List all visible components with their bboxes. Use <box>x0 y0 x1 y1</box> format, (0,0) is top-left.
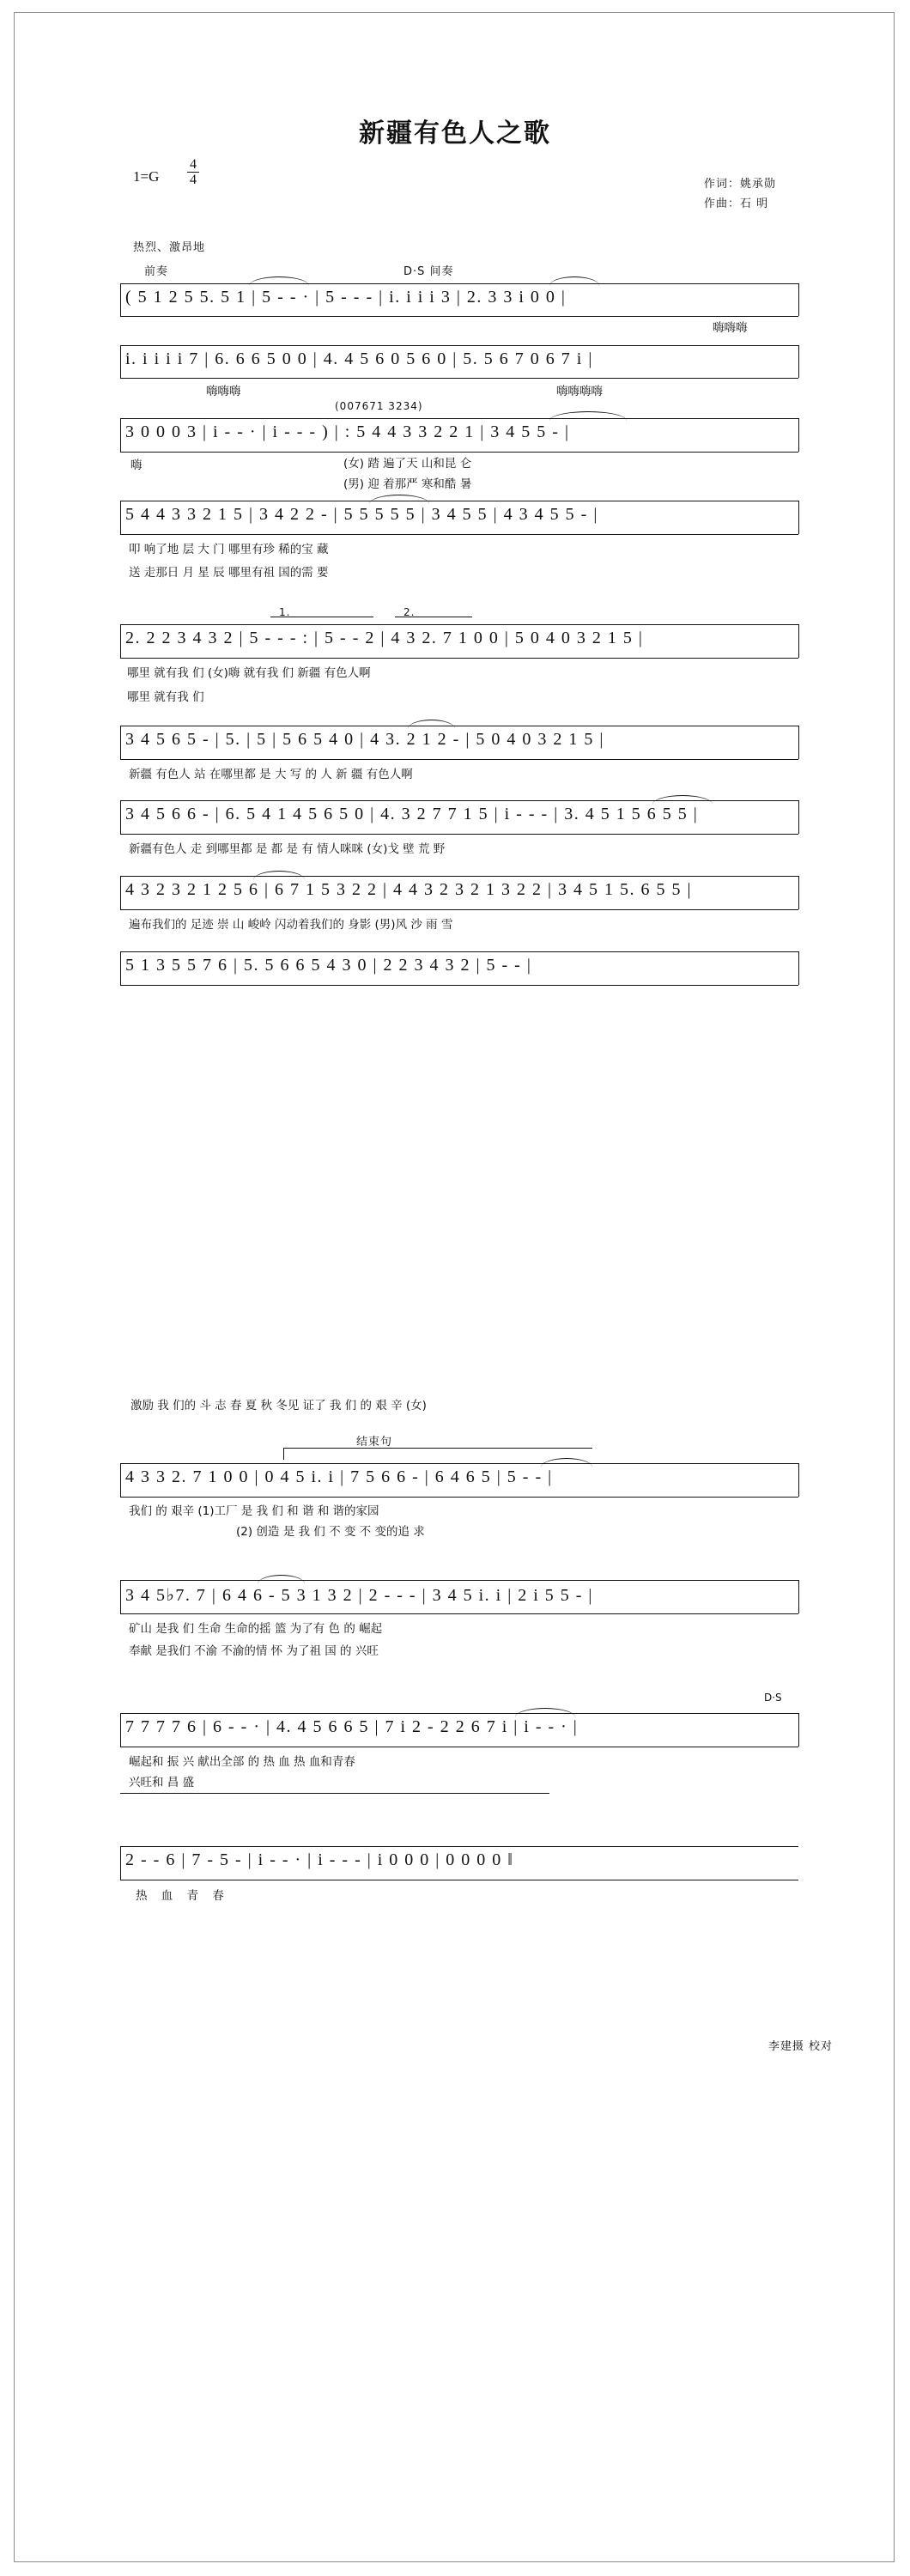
ending-bracket <box>283 1448 592 1449</box>
bar-start-2 <box>120 345 121 378</box>
staff-rule-1b <box>120 316 798 317</box>
bar-end-13 <box>798 1713 799 1747</box>
staff-rule-5 <box>120 624 798 625</box>
lyric-2-1: 嗨嗨嗨 <box>206 385 241 398</box>
staff-rule-8 <box>120 876 798 877</box>
lyric-4-2: 送 走那日 月 星 辰 哪里有祖 国的需 要 <box>129 566 329 580</box>
label-ending: 结束句 <box>356 1436 393 1449</box>
lyric-4-1: 叩 响了地 层 大 门 哪里有珍 稀的宝 藏 <box>129 543 329 556</box>
bar-start-12 <box>120 1580 121 1613</box>
bar-end-1 <box>798 283 799 316</box>
lyric-3-2: (女) 踏 遍了天 山和昆 仑 <box>343 457 472 471</box>
staff-rule-12 <box>120 1580 798 1581</box>
staff-rule-3 <box>120 418 798 419</box>
lyric-10-1: 激励 我 们的 斗 志 春 夏 秋 冬见 证了 我 们 的 艰 辛 (女) <box>130 1399 427 1413</box>
page-title: 新疆有色人之歌 <box>359 118 551 149</box>
label-interlude: D·S 间奏 <box>403 265 454 278</box>
staff-rule-14 <box>120 1846 798 1847</box>
lyric-5-2: 哪里 就有我 们 <box>127 690 204 704</box>
meter-bottom: 4 <box>190 173 197 187</box>
bar-end-4 <box>798 501 799 534</box>
lyric-8-1: 遍布我们的 足迹 崇 山 峻岭 闪动着我们的 身影 (男)风 沙 雨 雪 <box>129 918 453 932</box>
volta-1: 1. <box>279 606 291 618</box>
bar-end-8 <box>798 876 799 909</box>
system-6-notes: 3 4 5 6 5 - | 5. | 5 | 5 6 5 4 0 | 4 3. 2 1 2 - | 5 0 4 0 3 2 1 5 | <box>125 730 604 749</box>
ending-bracket-left <box>283 1448 284 1460</box>
staff-rule-9b <box>120 985 798 986</box>
bar-end-12 <box>798 1580 799 1613</box>
system-12-notes: 3 4 5♭7. 7 | 6 4 6 - 5 3 1 3 2 | 2 - - - | 3 4 5 i. i | 2 i 5 5 - | <box>125 1586 593 1605</box>
bar-start-4 <box>120 501 121 534</box>
system-7-notes: 3 4 5 6 6 - | 6. 5 4 1 4 5 6 5 0 | 4. 3 2 7 7 1 5 | i - - - | 3. 4 5 1 5 6 5 5 | <box>125 805 699 823</box>
lyric-1-1: 嗨嗨嗨 <box>713 321 748 335</box>
proofreader-credit: 李建摄 校对 <box>767 2040 833 2053</box>
ds-mark: D·S <box>764 1692 782 1704</box>
lyric-7-1: 新疆有色人 走 到哪里都 是 都 是 有 情人咪咪 (女)戈 壁 荒 野 <box>129 842 446 856</box>
lyricist-credit: 作词：姚承勋 <box>704 178 777 191</box>
bar-start-6 <box>120 726 121 759</box>
bar-start-3 <box>120 418 121 452</box>
bar-end-11 <box>798 1463 799 1497</box>
tempo-marking: 热烈、激昂地 <box>133 241 206 254</box>
system-5-notes: 2. 2 2 3 4 3 2 | 5 - - - : | 5 - - 2 | 4 3 2. 7 1 0 0 | 5 0 4 0 3 2 1 5 | <box>125 629 644 647</box>
staff-rule-12b <box>120 1613 798 1614</box>
staff-rule-8b <box>120 909 798 910</box>
bar-end-6 <box>798 726 799 759</box>
bar-end-2 <box>798 345 799 378</box>
bar-start-13 <box>120 1713 121 1747</box>
lyric-14-1: 热 血 青 春 <box>136 1889 229 1903</box>
staff-rule-11 <box>120 1463 798 1464</box>
bar-start-11 <box>120 1463 121 1497</box>
lyric-13-2: 兴旺和 昌 盛 <box>129 1776 195 1789</box>
time-signature <box>187 158 199 186</box>
staff-rule-9 <box>120 951 798 952</box>
bar-start-1 <box>120 283 121 316</box>
bar-start-7 <box>120 800 121 834</box>
lyric-6-1: 新疆 有色人 站 在哪里都 是 大 写 的 人 新 疆 有色人啊 <box>129 768 413 781</box>
bar-end-7 <box>798 800 799 834</box>
bar-end-5 <box>798 624 799 658</box>
bar-end-3 <box>798 418 799 452</box>
system-13-notes: 7 7 7 7 6 | 6 - - · | 4. 4 5 6 6 5 | 7 i 2 - 2 2 6 7 i | i - - · | <box>125 1717 579 1736</box>
lyric-13-1: 崛起和 振 兴 献出全部 的 热 血 热 血和青春 <box>129 1755 355 1769</box>
staff-rule-4b <box>120 534 798 535</box>
staff-rule-2b <box>120 378 798 379</box>
staff-rule-1 <box>120 283 798 284</box>
label-prelude: 前奏 <box>144 265 169 278</box>
bar-start-14 <box>120 1846 121 1880</box>
lyric-11-1: 我们 的 艰辛 (1)工厂 是 我 们 和 谐 和 谐的家园 <box>129 1504 379 1518</box>
staff-rule-5b <box>120 658 798 659</box>
lyric-12-1: 矿山 是我 们 生命 生命的摇 篮 为了有 色 的 崛起 <box>129 1622 383 1636</box>
staff-rule-7b <box>120 834 798 835</box>
lyric-2-2: 嗨嗨嗨嗨 <box>556 385 603 398</box>
lyric-12-2: 奉献 是我们 不渝 不渝的情 怀 为了祖 国 的 兴旺 <box>129 1644 379 1658</box>
system-3-notes: 3 0 0 0 3 | i - - · | i - - - ) | : 5 4 4 3 3 2 2 1 | 3 4 5 5 - | <box>125 422 570 441</box>
system-9-notes: 5 1 3 5 5 7 6 | 5. 5 6 6 5 4 3 0 | 2 2 3 4 3 2 | 5 - - | <box>125 956 532 975</box>
system-4-notes: 5 4 4 3 3 2 1 5 | 3 4 2 2 - | 5 5 5 5 5 | 3 4 5 5 | 4 3 4 5 5 - | <box>125 505 598 524</box>
system-2-notes: i. i i i i 7 | 6. 6 6 5 0 0 | 4. 4 5 6 0 5 6 0 | 5. 5 6 7 0 6 7 i | <box>125 349 593 368</box>
bar-start-8 <box>120 876 121 909</box>
system-1-notes: ( 5 1 2 5 5. 5 1 | 5 - - · | 5 - - - | i. i i i 3 | 2. 3 3 i 0 0 | <box>125 288 567 307</box>
meter-top: 4 <box>190 157 197 172</box>
bar-end-9 <box>798 951 799 985</box>
system-11-notes: 4 3 3 2. 7 1 0 0 | 0 4 5 i. i | 7 5 6 6 - | 6 4 6 5 | 5 - - | <box>125 1467 553 1486</box>
lyric-5-1: 哪里 就有我 们 (女)嗨 就有我 们 新疆 有色人啊 <box>127 666 371 680</box>
bar-start-9 <box>120 951 121 985</box>
system-14-notes: 2 - - 6 | 7 - 5 - | i - - · | i - - - | i 0 0 0 | 0 0 0 0 ‖ <box>125 1850 514 1869</box>
staff-rule-2 <box>120 345 798 346</box>
key-signature: 1=G <box>133 168 160 185</box>
volta-2: 2. <box>403 606 416 618</box>
composer-credit: 作曲：石 明 <box>704 197 769 210</box>
bracket-note: (007671 3234) <box>335 400 423 412</box>
staff-rule-6b <box>120 759 798 760</box>
system-8-notes: 4 3 2 3 2 1 2 5 6 | 6 7 1 5 3 2 2 | 4 4 3 2 3 2 1 3 2 2 | 3 4 5 1 5. 6 5 5 | <box>125 880 693 899</box>
staff-rule-13 <box>120 1713 798 1714</box>
final-bracket <box>120 1793 549 1794</box>
lyric-11-2: (2) 创造 是 我 们 不 变 不 变的追 求 <box>236 1525 425 1539</box>
lyric-3-1: 嗨 <box>130 459 143 472</box>
lyric-3-3: (男) 迎 着那严 寒和酷 暑 <box>343 477 472 491</box>
staff-rule-3b <box>120 452 798 453</box>
bar-start-5 <box>120 624 121 658</box>
staff-rule-11b <box>120 1497 798 1498</box>
page-border <box>14 12 895 2562</box>
